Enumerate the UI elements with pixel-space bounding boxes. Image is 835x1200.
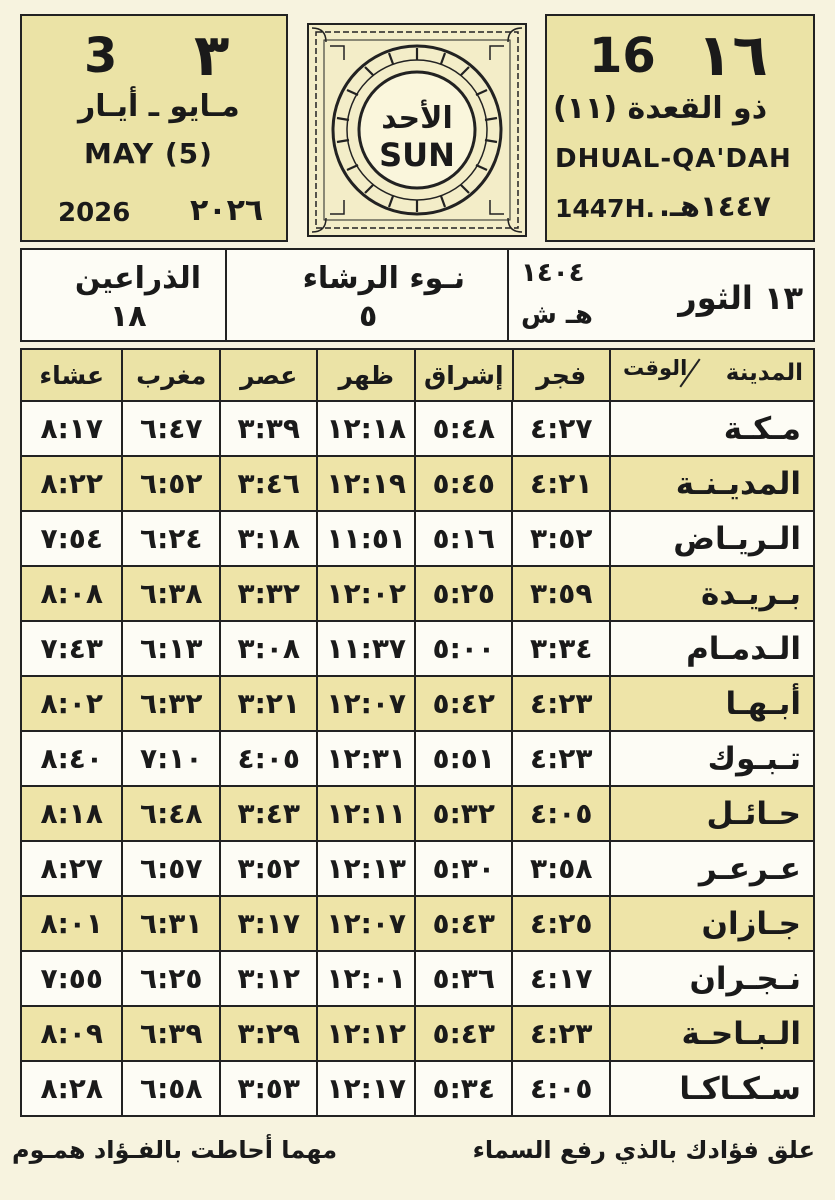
prayer-time-cell: ٦:٤٧: [121, 402, 219, 455]
prayer-time-cell: ٤:٠٥: [511, 787, 609, 840]
city-name: سـكـاكـا: [609, 1062, 813, 1115]
weekday-latin: SUN: [379, 136, 455, 174]
col-isha: عشاء: [39, 360, 105, 390]
prayer-time-cell: ٣:١٧: [219, 897, 317, 950]
prayer-time-cell: ١٢:١١: [316, 787, 414, 840]
prayer-time-cell: ٨:٢٨: [40, 1072, 103, 1105]
prayer-time-cell: ٥:٣٢: [414, 787, 512, 840]
col-fajr: فجر: [512, 350, 610, 400]
prayer-time-cell: ٣:٣٩: [219, 402, 317, 455]
table-row: [22, 840, 813, 895]
prayer-time-cell: ١٢:١٢: [316, 1007, 414, 1060]
prayer-time-cell: ٣:٥٩: [511, 567, 609, 620]
prayer-time-cell: ٥:٣٤: [414, 1062, 512, 1115]
city-name: نـجـران: [609, 952, 813, 1005]
prayer-time-cell: ٥:١٦: [414, 512, 512, 565]
prayer-time-cell: ٦:٣٩: [121, 1007, 219, 1060]
prayer-time-cell: ٦:٣٨: [121, 567, 219, 620]
prayer-time-cell: ٥:٣٠: [414, 842, 512, 895]
prayer-time-cell: ٦:٥٢: [121, 457, 219, 510]
gregorian-year-latin: 2026: [58, 198, 131, 228]
solar-year-suffix: هـ ش: [521, 300, 593, 330]
table-body: [22, 400, 813, 1115]
prayer-time-cell: ٦:٣١: [121, 897, 219, 950]
city-name: تـبـوك: [609, 732, 813, 785]
city-name: جـازان: [609, 897, 813, 950]
hijri-date-box: [545, 14, 815, 242]
prayer-time-cell: ٦:١٣: [121, 622, 219, 675]
prayer-time-cell: ٦:٥٨: [121, 1062, 219, 1115]
city-name: عـرعـر: [609, 842, 813, 895]
city-name: الـبـاحـة: [609, 1007, 813, 1060]
star-day: ١٨: [110, 299, 147, 334]
prayer-time-cell: ٣:١٢: [219, 952, 317, 1005]
prayer-time-cell: ٨:٢٧: [40, 852, 103, 885]
col-asr: عصر: [219, 350, 317, 400]
prayer-time-cell: ٤:٢٣: [511, 677, 609, 730]
city-name: حـائـل: [609, 787, 813, 840]
weekday-seal: [304, 20, 530, 240]
gregorian-month-arabic: مـايو ـ أيـار: [78, 89, 240, 124]
hijri-month-arabic: ذو القعدة (١١): [553, 91, 768, 126]
prayer-time-cell: ٣:٤٦: [219, 457, 317, 510]
gregorian-date-box: [20, 14, 288, 242]
table-row: [22, 950, 813, 1005]
star-name: الذراعين: [74, 261, 201, 296]
prayer-time-cell: ٤:٢٧: [511, 402, 609, 455]
prayer-time-cell: ٥:٤٣: [414, 1007, 512, 1060]
prayer-time-cell: ٨:١٧: [40, 412, 103, 445]
hijri-year-latin: 1447H.: [555, 194, 655, 223]
city-name: المديـنـة: [609, 457, 813, 510]
prayer-time-cell: ٥:٤٢: [414, 677, 512, 730]
prayer-time-cell: ٧:٥٥: [40, 962, 103, 995]
gregorian-year-arabic: ٢٠٢٦: [190, 193, 264, 228]
prayer-time-cell: ٥:٤٨: [414, 402, 512, 455]
prayer-time-cell: ٤:٢٣: [511, 1007, 609, 1060]
prayer-time-cell: ١٢:٠٧: [316, 677, 414, 730]
table-row: [22, 785, 813, 840]
prayer-time-cell: ١٢:٠٢: [316, 567, 414, 620]
table-header-row: [22, 350, 813, 400]
prayer-time-cell: ٥:٣٦: [414, 952, 512, 1005]
zodiac-cell: [509, 250, 813, 340]
prayer-time-cell: ٧:٥٤: [40, 522, 103, 555]
prayer-time-cell: ١٢:٠٧: [316, 897, 414, 950]
col-dhuhr: ظهر: [316, 350, 414, 400]
prayer-time-cell: ٣:٥٣: [219, 1062, 317, 1115]
header-time: الوقت: [623, 356, 688, 380]
prayer-time-cell: ٣:٥٨: [511, 842, 609, 895]
prayer-time-cell: ٤:٢٣: [511, 732, 609, 785]
prayer-time-cell: ٤:٢٥: [511, 897, 609, 950]
anwa-cell: [227, 250, 509, 340]
city-name: الـدمـام: [609, 622, 813, 675]
prayer-time-cell: ٤:١٧: [511, 952, 609, 1005]
prayer-time-cell: ٥:٢٥: [414, 567, 512, 620]
solar-year: ١٤٠٤: [521, 258, 585, 288]
city-name: أبـهـا: [609, 677, 813, 730]
prayer-time-cell: ٨:٠٢: [40, 687, 103, 720]
prayer-time-cell: ٤:٠٥: [219, 732, 317, 785]
prayer-time-cell: ٣:٣٤: [511, 622, 609, 675]
star-cell: [22, 250, 227, 340]
prayer-time-cell: ٣:٤٣: [219, 787, 317, 840]
prayer-time-cell: ١٢:١٧: [316, 1062, 414, 1115]
prayer-time-cell: ١٢:٠١: [316, 952, 414, 1005]
prayer-time-cell: ٤:٢١: [511, 457, 609, 510]
verse-right: علق فؤادك بالذي رفع السماء: [472, 1136, 815, 1164]
prayer-time-cell: ١٢:١٨: [316, 402, 414, 455]
gregorian-day-arabic: ٣: [194, 21, 230, 89]
prayer-time-cell: ١٢:١٣: [316, 842, 414, 895]
table-row: [22, 1005, 813, 1060]
prayer-time-cell: ٧:٤٣: [40, 632, 103, 665]
gregorian-month-latin: MAY (5): [84, 137, 213, 170]
city-name: بـريـدة: [609, 567, 813, 620]
prayer-time-cell: ٣:١٨: [219, 512, 317, 565]
hijri-year-arabic: ١٤٤٧هـ.: [659, 189, 771, 223]
prayer-time-cell: ٨:٤٠: [40, 742, 103, 775]
city-name: الـريـاض: [609, 512, 813, 565]
zodiac-sign: ١٣ الثور: [678, 279, 803, 317]
prayer-time-cell: ١١:٥١: [316, 512, 414, 565]
season-strip: [20, 248, 815, 342]
calendar-header: [12, 14, 823, 246]
col-shuruq: إشراق: [414, 350, 512, 400]
table-row: [22, 400, 813, 455]
prayer-time-cell: ٧:١٠: [121, 732, 219, 785]
prayer-time-cell: ٣:٠٨: [219, 622, 317, 675]
table-row: [22, 730, 813, 785]
table-row: [22, 1060, 813, 1115]
weekday-arabic: الأحد: [381, 101, 453, 136]
prayer-time-cell: ٦:٢٤: [121, 512, 219, 565]
prayer-time-cell: ٦:٤٨: [121, 787, 219, 840]
table-row: [22, 565, 813, 620]
prayer-time-cell: ٥:٠٠: [414, 622, 512, 675]
prayer-time-cell: ٦:٣٢: [121, 677, 219, 730]
table-row: [22, 620, 813, 675]
col-maghrib: مغرب: [121, 350, 219, 400]
prayer-time-cell: ١١:٣٧: [316, 622, 414, 675]
verse-left: مهما أحاطت بالفـؤاد همـوم: [12, 1136, 338, 1164]
prayer-time-cell: ٦:٢٥: [121, 952, 219, 1005]
prayer-time-cell: ٣:٢٩: [219, 1007, 317, 1060]
table-row: [22, 895, 813, 950]
prayer-time-cell: ٣:٢١: [219, 677, 317, 730]
prayer-time-cell: ٥:٥١: [414, 732, 512, 785]
table-row: [22, 675, 813, 730]
anwa-name: نـوء الرشاء: [302, 261, 465, 296]
prayer-time-cell: ٥:٤٣: [414, 897, 512, 950]
prayer-time-cell: ٣:٥٢: [219, 842, 317, 895]
prayer-time-cell: ٨:٠١: [40, 907, 103, 940]
prayer-time-cell: ٣:٣٢: [219, 567, 317, 620]
calendar-sheet: [12, 14, 823, 1107]
prayer-time-cell: ٤:٠٥: [511, 1062, 609, 1115]
city-name: مـكـة: [609, 402, 813, 455]
table-row: [22, 510, 813, 565]
hijri-month-latin: DHUAL-QA'DAH: [555, 144, 792, 174]
prayer-time-cell: ٥:٤٥: [414, 457, 512, 510]
prayer-time-cell: ٦:٥٧: [121, 842, 219, 895]
hijri-day-latin: 16: [589, 28, 656, 84]
prayer-time-cell: ١٢:١٩: [316, 457, 414, 510]
header-city-time: [609, 350, 813, 400]
prayer-time-cell: ٨:١٨: [40, 797, 103, 830]
header-city: المدينة: [725, 360, 803, 386]
footer-verse: [0, 1128, 835, 1168]
prayer-time-cell: ١٢:٣١: [316, 732, 414, 785]
table-row: [22, 455, 813, 510]
hijri-day-arabic: ١٦: [697, 21, 768, 89]
prayer-time-cell: ٣:٥٢: [511, 512, 609, 565]
prayer-time-cell: ٨:٠٩: [40, 1017, 103, 1050]
gregorian-day-latin: 3: [84, 28, 118, 84]
prayer-time-cell: ٨:٠٨: [40, 577, 103, 610]
anwa-day: ٥: [359, 299, 378, 334]
prayer-time-cell: ٨:٢٢: [40, 467, 103, 500]
prayer-times-table: [20, 348, 815, 1117]
